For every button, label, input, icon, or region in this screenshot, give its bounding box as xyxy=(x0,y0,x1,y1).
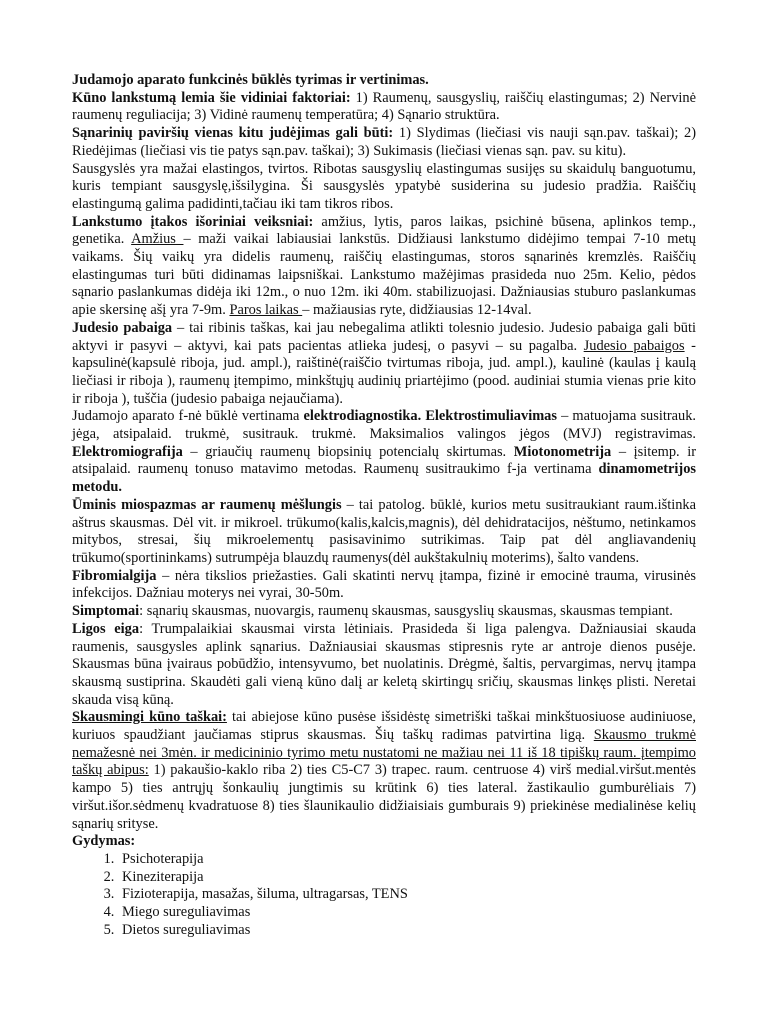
list-item: 3. Fizioterapija, masažas, šiluma, ultragarsas, TENS xyxy=(118,886,696,904)
list-item: 1. Psichoterapija xyxy=(118,851,696,869)
paragraph-lead: Sąnarinių paviršių vienas kitu judėjimas gali būti: xyxy=(72,125,394,142)
paragraph-text: – nėra tikslios priežasties. Gali skatinti nervų įtampa, fizinė ir emocinė trauma, virusinės infekcijos. Dažniau moterys nei vyrai, 30-50m. xyxy=(72,567,696,602)
paragraph-lead: Skausmingi kūno taškai: xyxy=(72,709,227,726)
paragraph-text: – tai patolog. būklė, kurios metu susitraukiant raum.ištinka aštrus skausmas. Dėl vit. ir mikroel. trūkumo(kalis,kalcis,magnis), dėl dehidratacijos, nėštumo, netinkamos mitybos, stresai, šių mikroelementų pasisavinimo sutrikimas. Taip pat dėl angliavandenių trūkumo(sportininkams) sutrumpėja blauzdų raumenys(dėl aukštakulnių moterims), šalto vandens. xyxy=(72,496,696,566)
bold-term-myotonometry: Miotonometrija xyxy=(513,443,612,460)
underlined-term-age: Amžius xyxy=(131,231,184,248)
paragraph-text: – griaučių raumenų biopsinių potencialų skirtumas. xyxy=(182,443,514,460)
document-title: Judamojo aparato funkcinės būklės tyrimas ir vertinimas. xyxy=(72,72,429,88)
paragraph-disease-course xyxy=(72,621,696,710)
underlined-term-time-of-day: Paros laikas xyxy=(229,302,303,319)
paragraph-text: - kapsulinė(kapsulė riboja, jud. ampl.), raištinė(raiščio tvirtumas riboja, jud. ampl.), kaulinė (kaulas į kaulą liečiasi ir riboja ), raumenų įtempimo, minkštųjų audinių priartėjimo (pood. audiniai stumia vienas prie kito ir riboja ), tuščia (judesio pabaiga nejaučiama). xyxy=(72,337,696,407)
paragraph-fibromyalgia xyxy=(72,568,696,603)
paragraph-text: – mažiausias ryte, didžiausias 12-14val. xyxy=(302,302,532,319)
paragraph-text: amžius, lytis, paros laikas, psichinė būsena, aplinkos temp., genetika. xyxy=(72,213,696,248)
paragraph-text: : Trumpalaikiai skausmai virsta lėtiniais. Prasideda ši liga palengva. Dažniausiai skauda raumenis, sausgysles aplink sąnarius. Dažniausiai skausmas stipresnis ryte ar antroje dienos pusėje. Skausmas būna įvairaus pobūdžio, intensyvumo, bet nuolatinis. Drėgmė, šaltis, pervargimas, nervų įtampa skausmą sustiprina. Skaudėti gali vieną kūno dalį ar keletą skirtingų sričių, skausmas linkęs plisti. Neretai skauda visą kūną. xyxy=(72,620,696,708)
paragraph-lead: Lankstumo įtakos išoriniai veiksniai: xyxy=(72,213,314,230)
paragraph-text: – maži vaikai labiausiai lankstūs. Didžiausi lankstumo didėjimo tempai 7-10 metų vaikams. Šių vaikų yra didelis raumenų, raiščių elastingumas, storos sąnarinės kremzlės. Raiščių elastingumas turi būti didinamas laipsniškai. Lankstumo mažėjimas prasideda nuo 25m. Kelio, pėdos sąnario paslankumas didėja iki 12m., o nuo 12m. iki 40m. stabilizuojasi. Dažniausias stuburo paslankumas apie skersinę ašį yra 7-9m. xyxy=(72,231,696,319)
treatment-heading: Gydymas: xyxy=(72,833,136,850)
paragraph-text: 1) pakaušio-kaklo riba 2) ties C5-C7 3) trapec. raum. centruose 4) virš medial.viršut.mentės kampo 5) ties antrųjų šonkaulių jungtimis su krūtink 6) ties lateral. žastikaulio gumburėliais 7) viršut.išor.sėdmenų kvadratuose 8) ties šlaunikaulio didžiaisiais gumburais 9) priekinėse medialinėse kelių sąnarių srityse. xyxy=(72,762,697,832)
paragraph-flexibility-external-factors xyxy=(72,214,696,320)
paragraph-lead: Kūno lankstumą lemia šie vidiniai faktoriai: xyxy=(72,89,351,106)
list-item: 2. Kineziterapija xyxy=(118,869,696,887)
bold-term-dynamometry: dinamometrijos metodu. xyxy=(72,461,696,496)
paragraph-text: – matuojama susitrauk. jėga, atsipalaid. trukmė, susitrauk. trukmė. Maksimalios valingos jėgos (MVJ) registravimas. xyxy=(72,408,697,443)
paragraph-text: – įsitemp. ir atsipalaid. raumenų tonuso matavimo metodas. Raumenų susitraukimo f-ja vertinama xyxy=(72,443,696,478)
paragraph-text: Judamojo aparato f-nė būklė vertinama xyxy=(72,408,304,425)
paragraph-lead: Fibromialgija xyxy=(72,567,157,584)
paragraph-lead: Simptomai xyxy=(72,603,140,620)
paragraph-tendons: Sausgyslės yra mažai elastingos, tvirtos. Ribotas sausgyslių elastingumas susijęs su skaidulų banguotumu, kuris tempiant sausgyslę,išsilygina. Ši sausgyslės ypatybė susiderina su judesio pradžia. Raiščių elastingumą galima padidinti,tačiau iki tam tikros ribos. xyxy=(72,160,696,212)
bold-term-electromyography: Elektromiografija xyxy=(72,443,183,460)
underlined-criteria: Skausmo trukmė nemažesnė nei 3mėn. ir medicininio tyrimo metu nustatomi ne mažiau nei 11 iš 18 tipiškų raum. įtempimo taškų abipus: xyxy=(72,727,696,779)
paragraph-text: tai abiejose kūno pusėse išsidėstę simetriški taškai minkštuosiuose audiniuose, kuriuos spaudžiant jaučiamas stiprus skausmas. Šių taškų radimas patvirtina ligą. xyxy=(72,709,696,744)
paragraph-flexibility-internal-factors xyxy=(72,90,696,125)
paragraph-lead: Judesio pabaiga xyxy=(72,319,173,336)
list-item: 5. Dietos sureguliavimas xyxy=(118,922,696,940)
bold-term-electrodiagnostics: elektrodiagnostika. Elektrostimuliavimas xyxy=(303,408,557,425)
paragraph-text: : sąnarių skausmas, nuovargis, raumenų skausmas, sausgyslių skausmas, skausmas tempiant. xyxy=(139,603,673,620)
underlined-term-end-feels: Judesio pabaigos xyxy=(583,337,685,354)
paragraph-lead: Ūminis miospazmas ar raumenų mėšlungis xyxy=(72,496,342,513)
paragraph-muscle-cramp xyxy=(72,497,696,568)
paragraph-text: 1) Slydimas (liečiasi vis nauji sąn.pav. taškai); 2) Riedėjimas (liečiasi vis tie patys sąn.pav. taškai); 3) Sukimasis (liečiasi vienas sąn. pav. su kitu). xyxy=(72,125,696,159)
paragraph-text: 1) Raumenų, sausgyslių, raiščių elastingumas; 2) Nervinė raumenų reguliacija; 3) Vidinė raumenų temperatūra; 4) Sąnario struktūra. xyxy=(72,89,696,124)
paragraph-lead: Ligos eiga xyxy=(72,620,140,637)
treatment-list xyxy=(72,851,696,940)
paragraph-assessment-methods xyxy=(72,408,696,497)
paragraph-tender-points xyxy=(72,709,696,833)
paragraph-joint-surface-movement xyxy=(72,125,696,160)
paragraph-symptoms xyxy=(72,603,696,621)
paragraph-end-of-movement xyxy=(72,320,696,409)
paragraph-text: – tai ribinis taškas, kai jau nebegalima atlikti tolesnio judesio. Judesio pabaiga gali būti aktyvi ir pasyvi – aktyvi, kai pats pacientas atlieka judesį, o pasyvi – su pagalba. xyxy=(72,319,696,354)
list-item: 4. Miego sureguliavimas xyxy=(118,904,696,922)
